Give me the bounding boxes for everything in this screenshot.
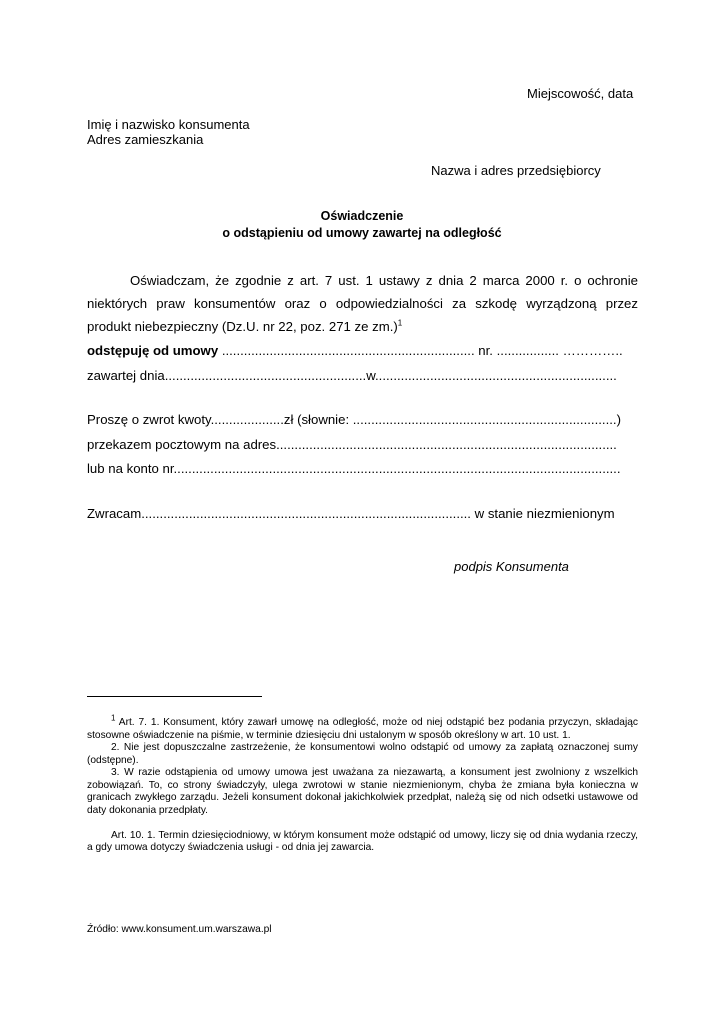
business-label: Nazwa i adres przedsiębiorcy [431, 163, 601, 178]
footnote-art7-2: 2. Nie jest dopuszczalne zastrzeżenie, że konsumentowi wolno odstąpić od umowy za zapłatą oznaczonej sumy (odstępne). [87, 742, 638, 766]
withdrawal-line [87, 343, 637, 359]
footnote-art7-3: 3. W razie odstąpienia od umowy umowa jest uważana za niezawartą, a konsument jest zwolniony z wszelkich zobowiązań. To, co strony świadczyły, ulega zwrotowi w stanie niezmienionym, chyba że zmiana była konieczna w granicach zwykłego zarządu. Jeżeli konsument dokonał jakichkolwiek przedpłat, należą się od nich odsetki ustawowe od daty dokonania przedpłaty. [87, 767, 638, 816]
concluded-line: zawartej dnia.......................................................w.................................................................. [87, 368, 617, 383]
statement-line-2: niektórych praw konsumentów oraz o odpowiedzialności za szkodę wyrządzoną przez [87, 296, 638, 311]
return-line: Zwracam.......................................................................................... w stanie niezmienionym [87, 506, 615, 521]
withdrawal-fill: ..................................................................... nr. ................. ………….. [218, 343, 623, 358]
footnote-art7-1 [87, 713, 638, 742]
source-label: Źródło: www.konsument.um.warszawa.pl [87, 924, 272, 935]
statement-line-3-text: produkt niebezpieczny (Dz.U. nr 22, poz. 271 ze zm.) [87, 319, 398, 334]
consumer-address-label: Adres zamieszkania [87, 132, 204, 147]
consumer-name-label: Imię i nazwisko konsumenta [87, 117, 250, 132]
footnote-art10-1: Art. 10. 1. Termin dziesięciodniowy, w którym konsument może odstąpić od umowy, liczy się od dnia wydania rzeczy, a gdy umowa dotyczy świadczenia usługi - od dnia jej zawarcia. [87, 829, 638, 853]
footnote-art7-1-text: Art. 7. 1. Konsument, który zawarł umowę na odległość, może od niej odstąpić bez podania przyczyn, składając stosowne oświadczenie na piśmie, w terminie dziesięciu dni ustalonym w sposób określony w art. 10 ust. 1. [87, 717, 638, 741]
document-title: Oświadczenie [320, 209, 404, 223]
signature-label: podpis Konsumenta [454, 559, 569, 574]
postal-order-line: przekazem pocztowym na adres............................................................................................. [87, 437, 617, 452]
statement-line-1: Oświadczam, że zgodnie z art. 7 ust. 1 ustawy z dnia 2 marca 2000 r. o ochronie [130, 273, 638, 288]
footnote-divider [87, 696, 262, 697]
statement-line-3 [87, 319, 637, 335]
refund-line: Proszę o zwrot kwoty....................zł (słownie: ........................................................................) [87, 412, 621, 427]
account-line: lub na konto nr.......................................................................................................................... [87, 461, 621, 476]
footnotes [87, 713, 638, 855]
footnote-reference: 1 [397, 318, 403, 328]
withdrawal-bold: odstępuję od umowy [87, 343, 219, 358]
footnote-marker: 1 [111, 713, 116, 723]
document-subtitle: o odstąpieniu od umowy zawartej na odległość [222, 226, 502, 240]
place-date-label: Miejscowość, data [527, 86, 634, 101]
